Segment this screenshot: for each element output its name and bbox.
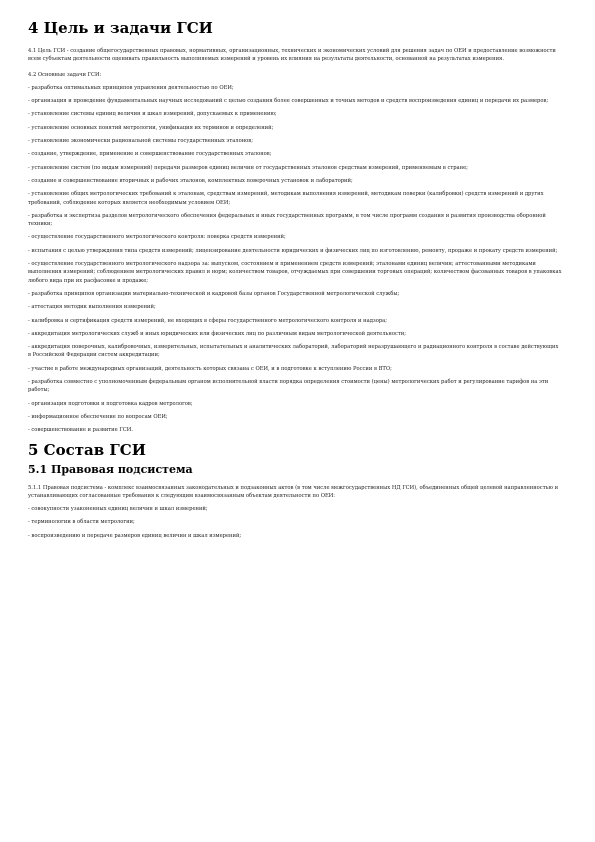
list-item: - разработка совместно с уполномоченным федеральным органом исполнительной власти порядка определения стоимости (цены) метрологических работ и регулирование тарифов на эти работы;	[28, 379, 549, 394]
document-content	[28, 18, 562, 545]
list-item: - установление систем (по видам измерений) передачи размеров единиц величин от государственных эталонов средствам измерений, применяемым в стране;	[28, 164, 468, 171]
list-item: - организация подготовки и подготовка кадров метрологов;	[28, 400, 193, 407]
list-item: - организация и проведение фундаментальных научных исследований с целью создания более совершенных и точных методов и средств воспроизведения единиц и передачи их размеров;	[28, 98, 549, 105]
list-item: - совершенствование и развитие ГСИ.	[28, 427, 133, 434]
subsection-5-1-heading: 5.1 Правовая подсистема	[28, 462, 193, 476]
list-item: - аттестация методик выполнения измерений;	[28, 304, 156, 311]
list-item: - воспроизведению и передаче размеров единиц величин и шкал измерений;	[28, 532, 242, 539]
list-item: - разработка оптимальных принципов управления деятельностью по ОЕИ;	[28, 84, 234, 91]
list-item: - создание, утверждение, применение и совершенствование государственных эталонов;	[28, 151, 272, 158]
paragraph-4-1: 4.1 Цель ГСИ - создание общегосударственных правовых, нормативных, организационных, технических и экономических условий для решения задач по ОЕИ и предоставление возможности всем субъектам деятельности оценивать правильность выполняемых измерений и уровень их влияния на результаты деятельности, основанной на результатах измерения.	[28, 48, 556, 63]
list-item: - установление системы единиц величин и шкал измерений, допускаемых к применению;	[28, 111, 277, 118]
paragraph-5-1-1: 5.1.1 Правовая подсистема - комплекс взаимосвязанных законодательных и подзаконных актов (в том числе межгосударственных НД ГСИ), объединенных общей целевой направленностью и устанавливающих согласованные требования к следующим взаимосвязанным объектам деятельности по ОЕИ:	[28, 484, 559, 499]
section-4-task-list	[28, 84, 562, 435]
list-item: - участие в работе международных организаций, деятельность которых связана с ОЕИ, и в подготовке к вступлению России в ВТО;	[28, 365, 392, 372]
paragraph-4-2: 4.2 Основные задачи ГСИ:	[28, 71, 102, 78]
list-item: - осуществление государственного метрологического контроля: поверка средств измерений;	[28, 234, 286, 241]
list-item: - информационное обеспечение по вопросам ОЕИ;	[28, 413, 168, 420]
list-item: - аккредитация поверочных, калибровочных, измерительных, испытательных и аналитических лабораторий, лабораторий неразрушающего и радиационного контроля в составе действующих в Российской Федерации систем аккредитации;	[28, 344, 559, 359]
list-item: - совокупности узаконенных единиц величин и шкал измерений;	[28, 506, 208, 513]
section-4-heading: 4 Цель и задачи ГСИ	[28, 19, 213, 37]
list-item: - разработка и экспертиза разделов метрологического обеспечения федеральных и иных государственных программ, в том числе программ создания и развития производства оборонной техники;	[28, 212, 546, 228]
list-item: - калибровка и сертификация средств измерений, не входящих в сферы государственного метрологического контроля и надзора;	[28, 317, 388, 324]
section-5-object-list	[28, 505, 562, 540]
list-item: - испытания с целью утверждения типа средств измерений; лицензирование деятельности юридических и физических лиц по изготовлению, ремонту, продаже и прокату средств измерений;	[28, 247, 558, 254]
list-item: - аккредитация метрологических служб и иных юридических или физических лиц по различным видам метрологической деятельности;	[28, 330, 406, 337]
list-item: - установление основных понятий метрологии, унификация их терминов и определений;	[28, 124, 274, 131]
list-item: - осуществление государственного метрологического надзора за: выпуском, состоянием и применением средств измерений; эталонами единиц величин; аттестованными методиками выполнения измерений; соблюдением метрологических правил и норм; количеством товаров, отчуждаемых при совершении торговых операций; количеством фасованных товаров в упаковках любого вида при их расфасовке и продаже;	[28, 261, 562, 284]
list-item: - терминологии в области метрологии;	[28, 519, 135, 526]
list-item: - установление общих метрологических требований к эталонам, средствам измерений, методикам выполнения измерений, методикам поверки (калибровки) средств измерений и других требований, соблюдение которых является необходимым условием ОЕИ;	[28, 191, 544, 206]
list-item: - разработка принципов организации материально-технической и кадровой базы органов Государственной метрологической службы;	[28, 290, 400, 297]
list-item: - создание и совершенствование вторичных и рабочих эталонов, комплектных поверочных установок и лабораторий;	[28, 177, 353, 184]
section-5-heading: 5 Состав ГСИ	[28, 440, 146, 459]
list-item: - установление экономически рациональной системы государственных эталонов;	[28, 138, 253, 145]
